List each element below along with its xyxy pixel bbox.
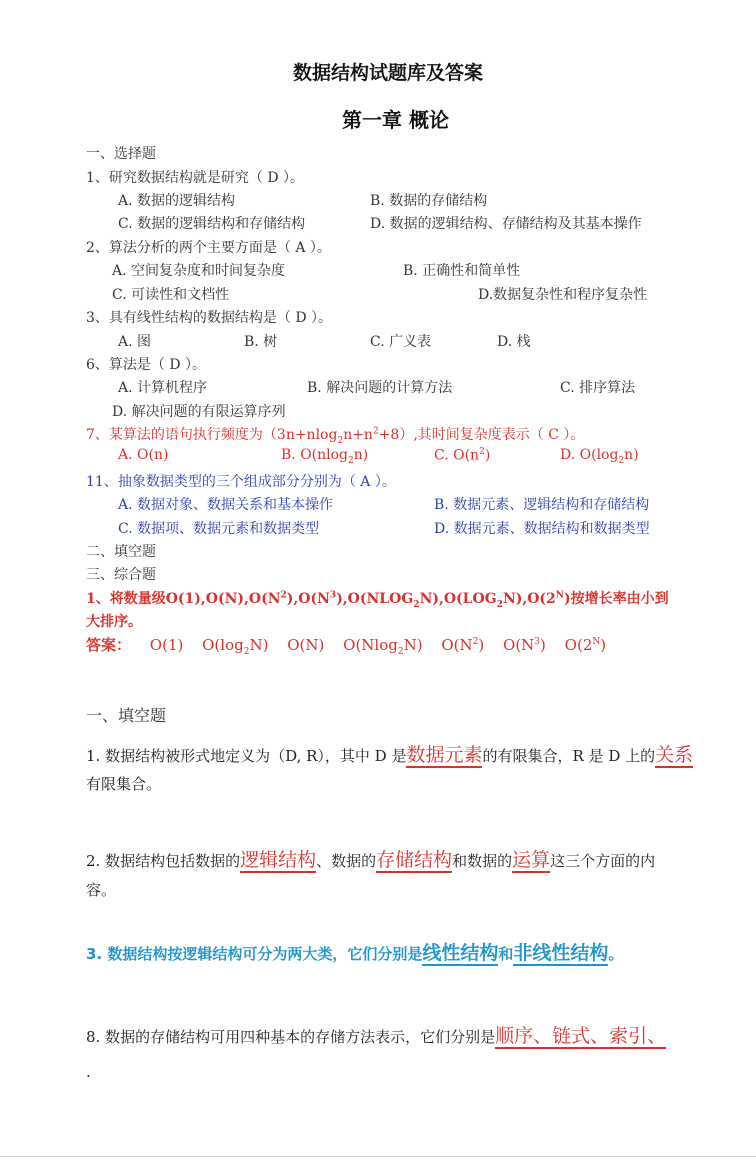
page-bottom-border [0, 1156, 756, 1157]
q3-option-d: D. 栈 [497, 334, 531, 350]
comprehensive-question-1-cont: 大排序。 [86, 614, 142, 630]
q1-option-a: A. 数据的逻辑结构 [118, 193, 236, 209]
fill-answer-storage: 存储结构 [376, 849, 453, 871]
question-11: 11、抽象数据类型的三个组成部分分别为（ A ）。 [86, 474, 396, 490]
q7-option-a: A. O(n) [118, 447, 169, 463]
q1-option-b: B. 数据的存储结构 [370, 193, 488, 209]
question-6: 6、算法是（ D ）。 [86, 357, 207, 373]
fill-question-8: 8. 数据的存储结构可用四种基本的存储方法表示，它们分别是顺序、链式、索引、 [86, 1025, 667, 1047]
q3-option-a: A. 图 [118, 334, 152, 350]
q7-option-b: B. O(nlog$_2$n) [281, 447, 369, 466]
fill-question-3: 3. 数据结构按逻辑结构可分为两大类，它们分别是线性结构和非线性结构。 [86, 942, 624, 964]
q11-option-d: D. 数据元素、数据结构和数据类型 [434, 521, 650, 537]
fill-answer-linear: 线性结构 [422, 942, 499, 964]
fill-question-2-cont: 容。 [86, 881, 117, 899]
q3-option-c: C. 广义表 [370, 334, 432, 350]
section-heading-fill: 二、填空题 [86, 544, 156, 560]
q1-option-d: D. 数据的逻辑结构、存储结构及其基本操作 [370, 216, 642, 232]
section-heading-choice: 一、选择题 [86, 146, 156, 162]
q2-option-d: D.数据复杂性和程序复杂性 [478, 287, 648, 303]
chapter-title: 第一章 概论 [342, 108, 449, 132]
q1-option-c: C. 数据的逻辑结构和存储结构 [118, 216, 306, 232]
q11-option-a: A. 数据对象、数据关系和基本操作 [118, 497, 334, 513]
q6-option-b: B. 解决问题的计算方法 [307, 380, 453, 396]
q6-option-a: A. 计算机程序 [118, 380, 208, 396]
q6-option-d: D. 解决问题的有限运算序列 [112, 404, 286, 420]
fill-answer-operation: 运算 [512, 849, 551, 871]
question-2: 2、算法分析的两个主要方面是（ A ）。 [86, 240, 331, 256]
fill-question-1: 1. 数据结构被形式地定义为（D, R），其中 D 是数据元素的有限集合，R 是 D 上的关系 [86, 744, 694, 766]
fill-section-heading: 一、填空题 [86, 706, 167, 725]
fill-answer-logical: 逻辑结构 [240, 849, 317, 871]
fill-question-1-cont: 有限集合。 [86, 775, 162, 793]
question-1: 1、研究数据结构就是研究（ D ）。 [86, 170, 305, 186]
fill-question-8-dot: . [86, 1063, 91, 1081]
question-3: 3、具有线性结构的数据结构是（ D ）。 [86, 310, 333, 326]
q7-option-c: C. $O(n^2)$ [434, 447, 491, 464]
comprehensive-question-1: 1、将数量级$O(1),O(N),O(N^2),O(N^3),O(NLOG_2N),O(LOG_2N),O(2^N)$按增长率由小到 [86, 590, 669, 610]
q3-option-b: B. 树 [244, 334, 278, 350]
page-title: 数据结构试题库及答案 [293, 62, 484, 84]
q11-option-b: B. 数据元素、逻辑结构和存储结构 [434, 497, 650, 513]
fill-answer-relation: 关系 [655, 744, 694, 766]
fill-answer-storage-methods: 顺序、链式、索引、 [495, 1025, 667, 1047]
fill-answer-nonlinear: 非线性结构 [513, 942, 609, 964]
q11-option-c: C. 数据项、数据元素和数据类型 [118, 521, 320, 537]
q6-option-c: C. 排序算法 [560, 380, 636, 396]
fill-answer-data-element: 数据元素 [406, 744, 483, 766]
question-7: 7、某算法的语句执行频度为$(3n+nlog_2n+n^2+8)$,其时间复杂度表示（ C ）。 [86, 426, 585, 446]
q2-option-a: A. 空间复杂度和时间复杂度 [112, 263, 286, 279]
q2-option-c: C. 可读性和文档性 [112, 287, 230, 303]
fill-question-2: 2. 数据结构包括数据的逻辑结构、数据的存储结构和数据的运算这三个方面的内 [86, 849, 656, 871]
answer-line: 答案： O(1) $O(\log_2N)$ O(N) O(Nlog$_2$N) $O(N^2)$ $O(N^3)$ $O(2^N)$ [86, 636, 607, 657]
q2-option-b: B. 正确性和简单性 [403, 263, 521, 279]
section-heading-comprehensive: 三、综合题 [86, 567, 156, 583]
q7-option-d: D. $O(\log_2n)$ [560, 447, 639, 466]
